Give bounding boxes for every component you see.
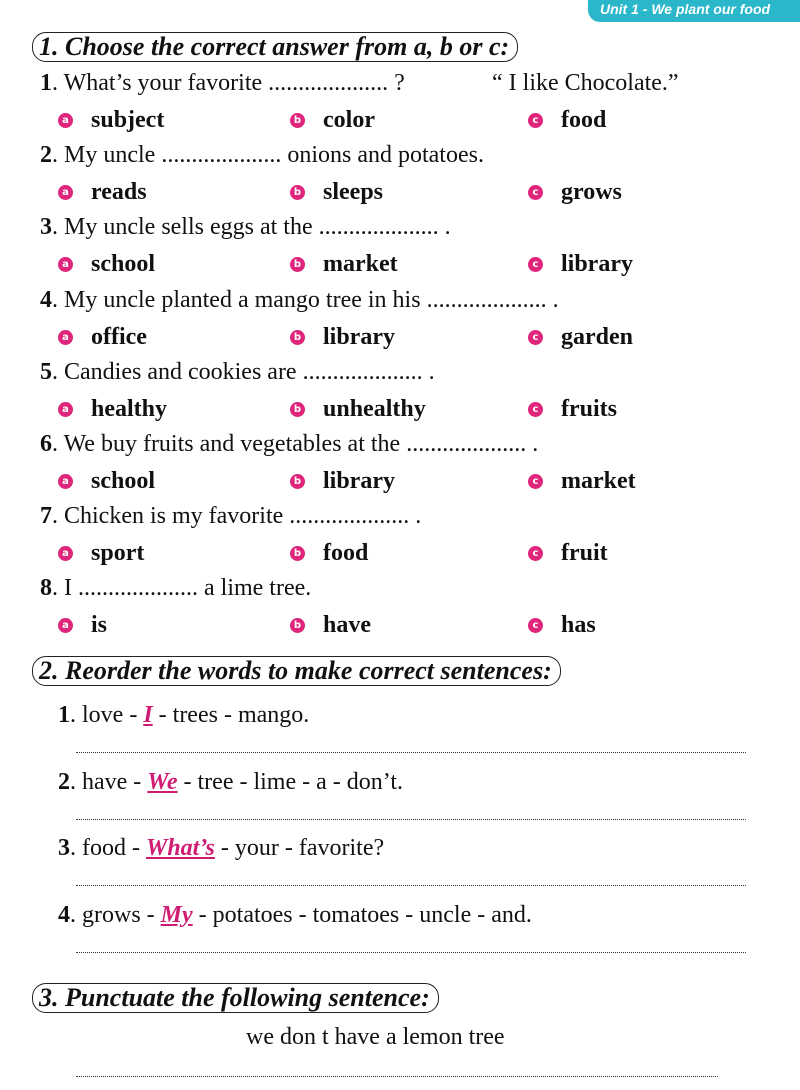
item-answer: We bbox=[147, 769, 178, 795]
option-label: market bbox=[561, 468, 636, 494]
option-label: food bbox=[561, 107, 607, 133]
option-letter-icon: c bbox=[528, 257, 543, 272]
option-letter-icon: a bbox=[58, 546, 73, 561]
item-words-before: . food - bbox=[70, 835, 146, 861]
option-label: healthy bbox=[91, 396, 168, 422]
answer-line[interactable] bbox=[76, 885, 746, 886]
question-6 bbox=[40, 431, 538, 458]
option-label: have bbox=[323, 612, 371, 638]
option-letter-icon: c bbox=[528, 402, 543, 417]
option-letter-icon: b bbox=[290, 113, 305, 128]
reorder-item-4 bbox=[58, 902, 532, 929]
unit-header-tab: Unit 1 - We plant our food bbox=[588, 0, 800, 22]
option-label: unhealthy bbox=[323, 396, 426, 422]
option-letter-icon: c bbox=[528, 330, 543, 345]
option-b[interactable] bbox=[290, 324, 395, 351]
option-letter-icon: c bbox=[528, 618, 543, 633]
option-letter-icon: b bbox=[290, 185, 305, 200]
option-label: grows bbox=[561, 179, 622, 205]
option-letter-icon: a bbox=[58, 402, 73, 417]
option-label: food bbox=[323, 540, 369, 566]
option-a[interactable] bbox=[58, 179, 147, 206]
option-letter-icon: a bbox=[58, 474, 73, 489]
option-label: office bbox=[91, 324, 147, 350]
option-b[interactable] bbox=[290, 468, 395, 495]
reorder-item-2 bbox=[58, 769, 403, 796]
option-letter-icon: b bbox=[290, 402, 305, 417]
option-label: school bbox=[91, 251, 156, 277]
question-text: . Chicken is my favorite .................... . bbox=[52, 503, 422, 529]
question-text: . What’s your favorite .................... ? bbox=[52, 70, 405, 96]
option-b[interactable] bbox=[290, 179, 383, 206]
option-label: library bbox=[323, 324, 395, 350]
option-letter-icon: b bbox=[290, 330, 305, 345]
item-words-after: - trees - mango. bbox=[152, 702, 310, 728]
option-a[interactable] bbox=[58, 468, 155, 495]
option-b[interactable] bbox=[290, 612, 371, 639]
question-number: 8 bbox=[40, 575, 52, 601]
option-a[interactable] bbox=[58, 540, 144, 567]
item-words-before: . grows - bbox=[70, 902, 161, 928]
option-label: sleeps bbox=[323, 179, 383, 205]
answer-line[interactable] bbox=[76, 819, 746, 820]
option-a[interactable] bbox=[58, 324, 147, 351]
question-number: 3 bbox=[40, 214, 52, 240]
option-c[interactable] bbox=[528, 612, 596, 639]
option-c[interactable] bbox=[528, 179, 622, 206]
question-text: . We buy fruits and vegetables at the .................... . bbox=[52, 431, 539, 457]
option-label: library bbox=[323, 468, 395, 494]
option-b[interactable] bbox=[290, 540, 368, 567]
question-2 bbox=[40, 142, 484, 169]
reorder-item-1 bbox=[58, 702, 309, 729]
option-c[interactable] bbox=[528, 468, 636, 495]
option-label: market bbox=[323, 251, 398, 277]
question-number: 1 bbox=[40, 70, 52, 96]
question-7 bbox=[40, 503, 421, 530]
option-c[interactable] bbox=[528, 251, 633, 278]
option-label: fruits bbox=[561, 396, 617, 422]
question-text: . Candies and cookies are .................... . bbox=[52, 359, 435, 385]
option-letter-icon: b bbox=[290, 618, 305, 633]
answer-line[interactable] bbox=[76, 1076, 718, 1077]
option-a[interactable] bbox=[58, 251, 155, 278]
question-number: 4 bbox=[40, 287, 52, 313]
section-1-title: 1. Choose the correct answer from a, b or c: bbox=[32, 32, 518, 62]
item-words-before: . love - bbox=[70, 702, 144, 728]
option-b[interactable] bbox=[290, 107, 375, 134]
question-text: . My uncle sells eggs at the .................... . bbox=[52, 214, 451, 240]
question-5 bbox=[40, 359, 435, 386]
question-text: . My uncle planted a mango tree in his .................... . bbox=[52, 287, 559, 313]
option-letter-icon: a bbox=[58, 113, 73, 128]
item-number: 3 bbox=[58, 835, 70, 861]
item-words-after: - your - favorite? bbox=[214, 835, 385, 861]
question-text: . I .................... a lime tree. bbox=[52, 575, 312, 601]
question-1 bbox=[40, 70, 679, 97]
option-b[interactable] bbox=[290, 396, 426, 423]
question-number: 6 bbox=[40, 431, 52, 457]
answer-line[interactable] bbox=[76, 952, 746, 953]
item-answer: I bbox=[143, 702, 153, 728]
option-label: is bbox=[91, 612, 108, 638]
option-letter-icon: c bbox=[528, 546, 543, 561]
option-letter-icon: c bbox=[528, 113, 543, 128]
option-label: color bbox=[323, 107, 375, 133]
item-words-after: - tree - lime - a - don’t. bbox=[177, 769, 403, 795]
option-letter-icon: a bbox=[58, 330, 73, 345]
option-c[interactable] bbox=[528, 324, 633, 351]
item-answer: What’s bbox=[145, 835, 215, 861]
option-c[interactable] bbox=[528, 396, 617, 423]
option-letter-icon: b bbox=[290, 474, 305, 489]
question-number: 7 bbox=[40, 503, 52, 529]
option-letter-icon: c bbox=[528, 185, 543, 200]
option-label: reads bbox=[91, 179, 147, 205]
item-number: 1 bbox=[58, 702, 70, 728]
option-letter-icon: a bbox=[58, 618, 73, 633]
section-3-title: 3. Punctuate the following sentence: bbox=[32, 983, 439, 1013]
option-label: garden bbox=[561, 324, 633, 350]
answer-line[interactable] bbox=[76, 752, 746, 753]
option-c[interactable] bbox=[528, 540, 608, 567]
option-a[interactable] bbox=[58, 612, 107, 639]
question-text: . My uncle .................... onions and potatoes. bbox=[52, 142, 484, 168]
option-label: school bbox=[91, 468, 156, 494]
option-label: sport bbox=[91, 540, 145, 566]
item-number: 2 bbox=[58, 769, 70, 795]
punctuate-sentence: we don t have a lemon tree bbox=[246, 1024, 505, 1050]
option-letter-icon: a bbox=[58, 185, 73, 200]
reorder-item-3 bbox=[58, 835, 384, 862]
section-2-title: 2. Reorder the words to make correct sentences: bbox=[32, 656, 561, 686]
item-words-after: - potatoes - tomatoes - uncle - and. bbox=[192, 902, 532, 928]
option-letter-icon: b bbox=[290, 546, 305, 561]
question-hint: “ I like Chocolate.” bbox=[492, 70, 679, 96]
question-8 bbox=[40, 575, 311, 602]
option-label: fruit bbox=[561, 540, 608, 566]
option-b[interactable] bbox=[290, 251, 398, 278]
question-3 bbox=[40, 214, 451, 241]
option-letter-icon: a bbox=[58, 257, 73, 272]
option-label: has bbox=[561, 612, 596, 638]
item-number: 4 bbox=[58, 902, 70, 928]
item-words-before: . have - bbox=[70, 769, 148, 795]
question-number: 5 bbox=[40, 359, 52, 385]
option-letter-icon: b bbox=[290, 257, 305, 272]
option-a[interactable] bbox=[58, 396, 167, 423]
option-c[interactable] bbox=[528, 107, 606, 134]
option-letter-icon: c bbox=[528, 474, 543, 489]
item-answer: My bbox=[160, 902, 193, 928]
question-number: 2 bbox=[40, 142, 52, 168]
option-a[interactable] bbox=[58, 107, 164, 134]
option-label: library bbox=[561, 251, 633, 277]
option-label: subject bbox=[91, 107, 165, 133]
question-4 bbox=[40, 287, 559, 314]
